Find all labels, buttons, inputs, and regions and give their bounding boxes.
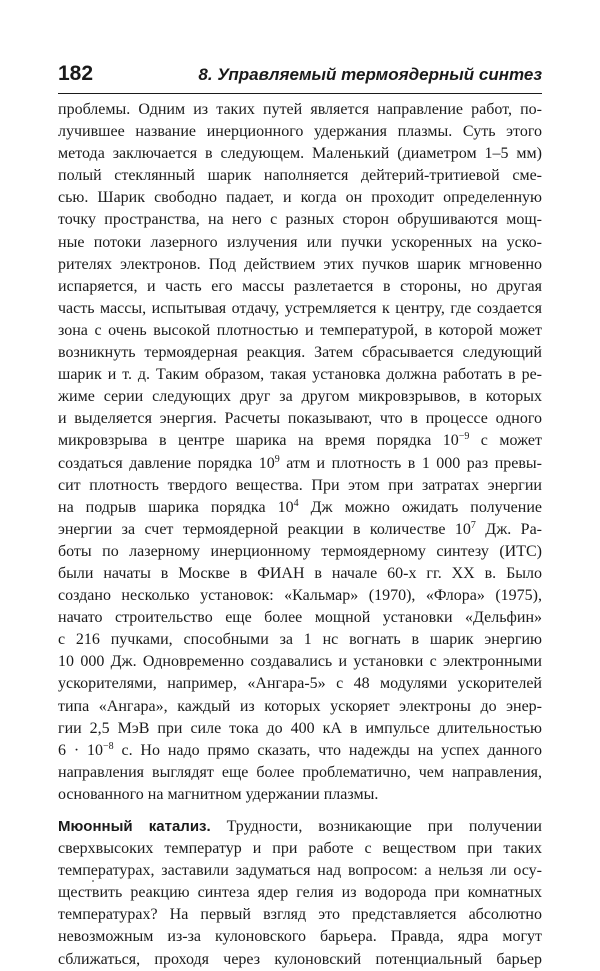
text-line: точку пространства, на него с разных сторон обрушиваются мощ- [58, 211, 542, 229]
text-line [58, 430, 542, 452]
text-line: проблемы. Одним из таких путей является направление работ, по- [58, 101, 542, 118]
text-segment: с может [469, 432, 543, 450]
body-text [58, 99, 542, 971]
text-line: зона с очень высокой плотностью и температурой, в которой может [58, 321, 542, 339]
text-line: метода заключается в следующем. Маленький (диаметром 1–5 мм) [58, 145, 542, 163]
text-segment: 6 · 10 [58, 741, 104, 759]
text-line: температурах, заставили задуматься над вопросом: а нельзя ли осу- [58, 862, 542, 880]
exponent: −8 [103, 740, 114, 752]
text-line: боты по лазерному инерционному термоядерному синтезу (ИТС) [58, 542, 542, 560]
text-line: сью. Шарик свободно падает, и когда он проходит определенную [58, 189, 542, 207]
text-line: невозможным из-за кулоновского барьера. Правда, ядра могут [58, 928, 542, 946]
text-line: гии 2,5 МэВ при силе тока до 400 кА в импульсе длительностью [58, 719, 542, 737]
text-line: ные потоки лазерного излучения или пучки ускоренных на уско- [58, 233, 542, 251]
text-line: рителях электронов. Под действием этих пучков шарик мгновенно [58, 255, 542, 273]
text-segment: создаться давление порядка 10 [58, 454, 275, 472]
text-line: лучившее название инерционного удержания плазмы. Суть этого [58, 123, 542, 141]
text-line: возникнуть термоядерная реакция. Затем сбрасывается следующий [58, 344, 542, 362]
text-line: сверхвысоких температур и при работе с веществом при таких [58, 840, 542, 858]
text-line [58, 519, 542, 541]
text-segment: атм и плотность в 1 000 раз превы- [279, 454, 542, 472]
text-line: сит плотность твердого вещества. При этом при затратах энергии [58, 476, 542, 494]
running-title: 8. Управляемый термоядерный синтез [198, 65, 542, 84]
page-header [58, 62, 542, 92]
text-line: основанного на магнитном удержании плазмы. [58, 785, 379, 803]
exponent: 7 [470, 519, 476, 531]
text-line: жиме серии следующих друг за другом микровзрывов, в которых [58, 388, 542, 406]
text-line: полый стеклянный шарик наполняется дейтерий-тритиевой сме- [58, 167, 542, 185]
exponent: 9 [274, 453, 280, 465]
text-segment: Дж. Ра- [475, 520, 543, 538]
text-line: направления выглядят еще более проблематично, чем направления, [58, 763, 542, 781]
exponent: 4 [293, 497, 299, 509]
text-line: шарик и т. д. Таким образом, такая установка должна работать в ре- [58, 366, 542, 384]
text-segment: Трудности, возникающие при получении [210, 818, 542, 835]
header-rule [58, 93, 542, 94]
text-line: начато строительство еще более мощной установки «Дельфин» [58, 609, 542, 627]
exponent: −9 [458, 431, 470, 443]
text-line: были начаты в Москве в ФИАН в начале 60-х гг. XX в. Было [58, 564, 542, 582]
text-segment: Дж можно ожидать получение [298, 498, 542, 516]
paragraph-muon-catalysis [58, 816, 542, 971]
text-line: с 216 пучками, способными за 1 нс вогнать в шарик энергию [58, 631, 542, 649]
page-number: 182 [58, 62, 94, 85]
text-segment: микровзрыва в центре шарика на время порядка 10 [58, 432, 459, 450]
section-runin-heading: Мюонный катализ. [58, 818, 211, 835]
text-line: 10 000 Дж. Одновременно создавались и установки с электронными [58, 653, 542, 671]
text-segment: на подрыв шарика порядка 10 [58, 498, 294, 516]
text-line: температурах? На первый взгляд это представляется абсолютно [58, 906, 542, 924]
text-line [58, 740, 542, 762]
scan-speck [92, 880, 94, 882]
text-line [58, 453, 542, 475]
text-line: часть массы, испытывая отдачу, устремляется к центру, где создается [58, 299, 542, 317]
paragraph-gap [58, 806, 542, 816]
text-segment: энергии за счет термоядерной реакции в количестве 10 [58, 520, 471, 538]
text-line: и выделяется энергия. Расчеты показывают, что в процессе одного [58, 410, 542, 428]
paragraph-inertial-confinement [58, 99, 542, 806]
text-line: испаряется, и часть его массы разлетается в стороны, но другая [58, 277, 542, 295]
text-line: ществить реакцию синтеза ядер гелия из водорода при комнатных [58, 884, 542, 902]
text-line: типа «Ангара», каждый из которых ускоряет электроны до энер- [58, 697, 542, 715]
text-line: ускорителями, например, «Ангара-5» с 48 модулями ускорителей [58, 675, 542, 693]
text-line: создано несколько установок: «Кальмар» (1970), «Флора» (1975), [58, 587, 542, 605]
text-segment: с. Но надо прямо сказать, что надежды на успех данного [113, 741, 543, 759]
text-line: сближаться, проходя через кулоновский потенциальный барьер [58, 950, 542, 968]
text-line [58, 497, 542, 519]
text-line [58, 816, 542, 838]
